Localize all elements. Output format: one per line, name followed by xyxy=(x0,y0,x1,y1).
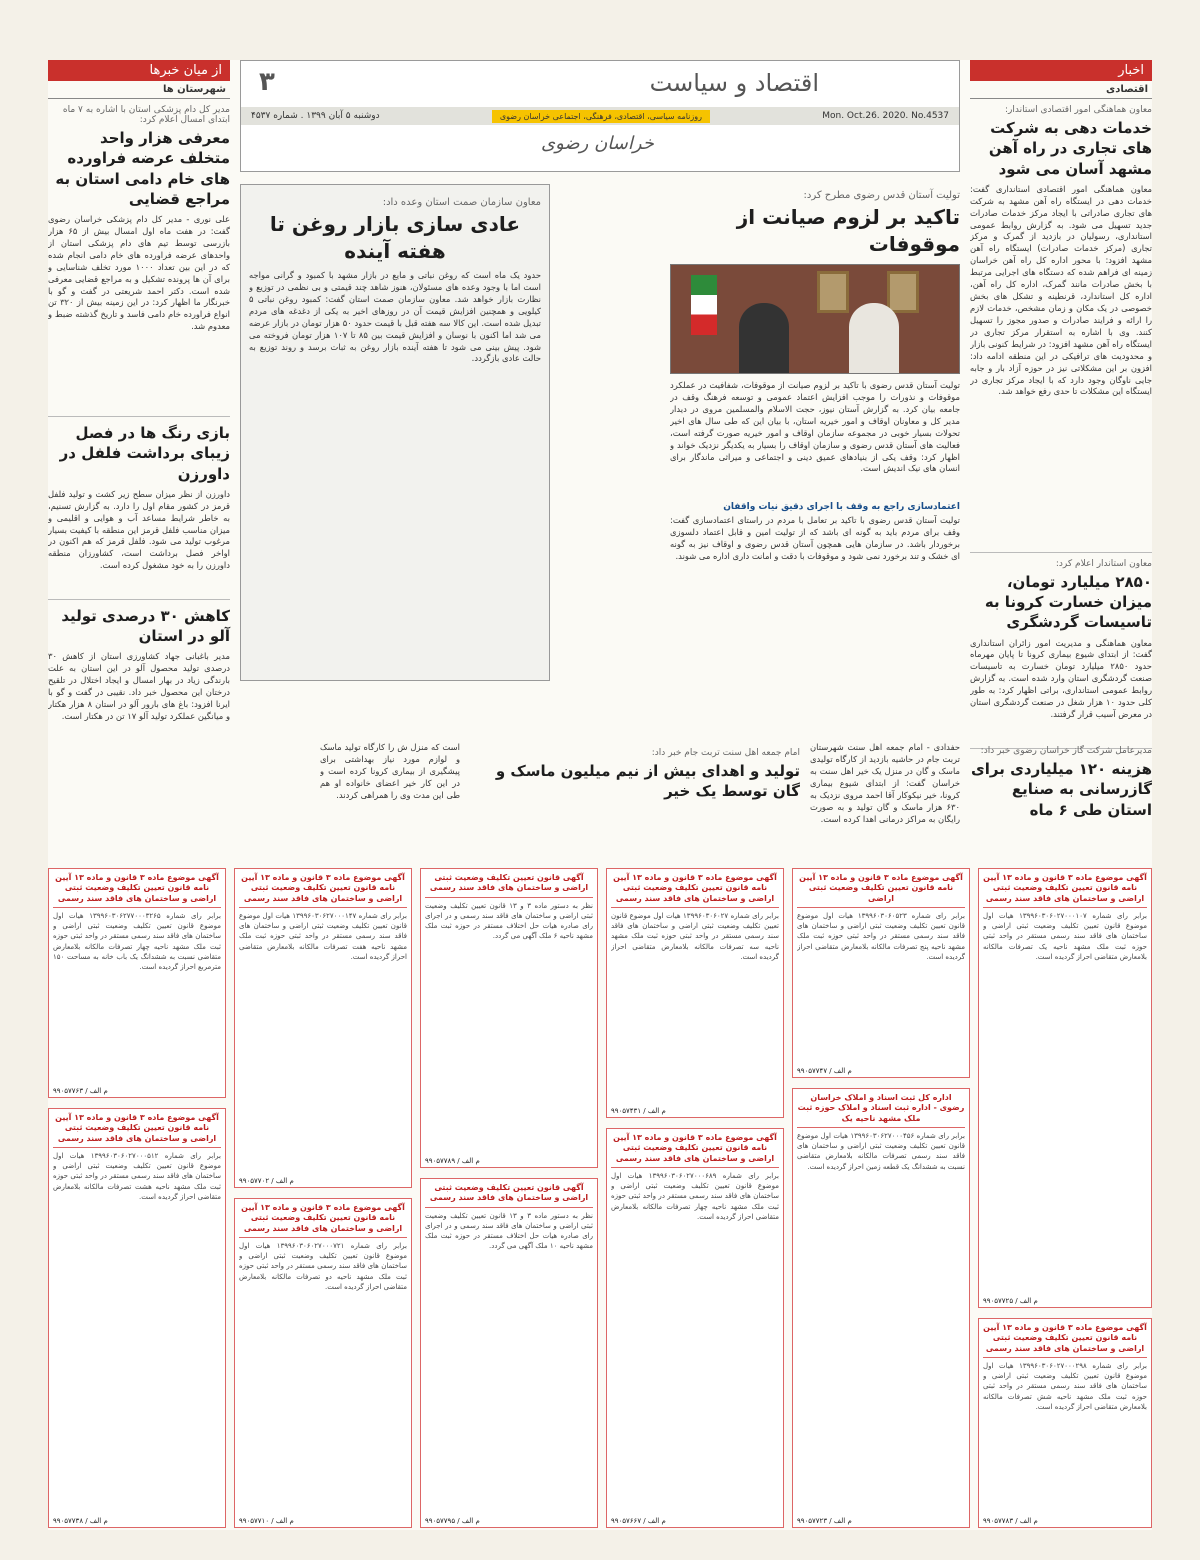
section-title: اقتصاد و سیاست xyxy=(649,69,819,97)
legal-ad xyxy=(420,1178,598,1528)
ad-body: برابر رای شماره ۱۳۹۹۶۰۳۰۶۰۲۷۰۰۰۷۲۱ هیات اول موضوع قانون تعیین تکلیف وضعیت ثبتی اراضی و ساختمان های فاقد سند رسمی مستقر در واحد ثبتی حوزه ثبت ملک مشهد ناحیه دو تصرفات مالکانه بلامعارض متقاضی احراز گردیده است. xyxy=(239,1242,407,1291)
ad-body: برابر رای شماره ۱۳۹۹۶۰۳۰۶۰۲۷۰۰۰۶۸۹ هیات اول موضوع قانون تعیین تکلیف وضعیت ثبتی اراضی و ساختمان های فاقد سند رسمی مستقر در واحد ثبتی حوزه ثبت ملک مشهد ناحیه چهار تصرفات مالکانه بلامعارض متقاضی احراز گردیده است. xyxy=(611,1172,779,1221)
masthead xyxy=(240,60,960,172)
ad-body: برابر رای شماره ۱۳۹۹۶۰۳۰۶۰۲۷۰۰۰۵۱۲ هیات اول موضوع قانون تعیین تکلیف وضعیت ثبتی اراضی و ساختمان های فاقد سند رسمی مستقر در واحد ثبتی حوزه ثبت ملک مشهد ناحیه هشت تصرفات مالکانه بلامعارض متقاضی احراز گردیده است. xyxy=(53,1152,221,1201)
legal-ad xyxy=(234,1198,412,1528)
ad-code: ۹۹۰۵۷۴۳۱ / م الف xyxy=(611,1107,666,1115)
ad-body: برابر رای شماره ۱۳۹۹۶۰۳۰۶۰۲۷ هیات اول موضوع قانون تعیین تکلیف وضعیت ثبتی اراضی و ساختمان های فاقد سند رسمی مستقر در واحد ثبتی حوزه ثبت ملک مشهد ناحیه سه تصرفات مالکانه بلامعارض متقاضی احراز گردیده است. xyxy=(611,912,779,961)
story-headline[interactable]: کاهش ۳۰ درصدی تولید آلو در استان xyxy=(61,606,230,645)
ad-code: ۹۹۰۵۷۷۹۵ / م الف xyxy=(425,1517,480,1525)
portrait-frame xyxy=(817,271,849,313)
story-headline[interactable]: خدمات دهی به شرکت های تجاری در راه آهن مشهد آسان می شود xyxy=(988,119,1152,178)
divider xyxy=(970,552,1152,553)
ad-code: ۹۹۰۵۷۶۶۷ / م الف xyxy=(611,1517,666,1525)
story-kicker: معاون استاندار اعلام کرد: xyxy=(1055,558,1152,569)
ad-title: آگهی موضوع ماده ۳ قانون و ماده ۱۳ آیین نامه قانون تعیین تکلیف وضعیت ثبتی اراضی و ساختمان های فاقد سند رسمی xyxy=(983,873,1147,908)
legal-ad xyxy=(606,868,784,1118)
ad-body: برابر رای شماره ۱۳۹۹۶۰۳۰۶۰۲۷۰۰۰۱۰۷ هیات اول موضوع قانون تعیین تکلیف وضعیت ثبتی اراضی و ساختمان های فاقد سند رسمی مستقر در واحد ثبتی حوزه ثبت ملک مشهد ناحیه یک تصرفات مالکانه بلامعارض متقاضی احراز گردیده است. xyxy=(983,912,1147,961)
ad-code: ۹۹۰۵۷۷۱۰ / م الف xyxy=(239,1517,294,1525)
page-number: ۳ xyxy=(259,67,275,97)
section-tag: از میان خبرها xyxy=(48,60,230,81)
portrait-frame xyxy=(887,271,919,313)
left-news-column xyxy=(48,60,230,860)
story-subhead: اعتمادسازی راجع به وقف با اجرای دقیق نیات واقفان xyxy=(723,502,960,512)
ad-title: آگهی موضوع ماده ۳ قانون و ماده ۱۳ آیین نامه قانون تعیین تکلیف وضعیت ثبتی اراضی و ساختمان های فاقد سند رسمی xyxy=(239,1203,407,1238)
story-kicker: تولیت آستان قدس رضوی مطرح کرد: xyxy=(803,190,960,201)
person-figure xyxy=(739,303,789,373)
story-body: تولیت آستان قدس رضوی با تاکید بر تعامل با مردم در راستای اعتمادسازی گفت: وقف برای مردم باید به گونه ای باشد که از تولیت امین و قابل اعتماد دلسوزی برخوردار باشد. در سازمان هایی همچون آستان قدس رضوی و اوقاف نیز به گونه ای خشک و تند برخورد نمی شود و موقوفات با دقت و امانت داری اداره می شوند. xyxy=(670,515,960,561)
divider xyxy=(48,599,230,600)
story-body: معاون هماهنگی و مدیریت امور زائران استانداری گفت: از ابتدای شیوع بیماری کرونا تا پایان مهرماه حدود ۲۸۵۰ میلیارد تومان خسارت به تاسیسات صنعت گردشگری استان وارد شده است. به گزارش روابط عمومی استانداری، براتی اظهار کرد: به طور کلی حدود ۱۰ هزار شغل در صنعت گردشگری استان در معرض آسیب قرار گرفتند. xyxy=(970,637,1152,720)
legal-ad xyxy=(792,868,970,1078)
ad-code: ۹۹۰۵۷۷۲۵ / م الف xyxy=(983,1297,1038,1305)
legal-ad xyxy=(48,1108,226,1528)
legal-ad xyxy=(606,1128,784,1528)
story-kicker: امام جمعه اهل سنت تربت جام خبر داد: xyxy=(651,748,800,758)
story-headline[interactable]: عادی سازی بازار روغن تا هفته آینده xyxy=(269,212,521,263)
date-persian: دوشنبه ۵ آبان ۱۳۹۹ . شماره ۴۵۳۷ xyxy=(251,111,380,121)
person-figure xyxy=(849,303,899,373)
ad-title: آگهی موضوع ماده ۳ قانون و ماده ۱۳ آیین نامه قانون تعیین تکلیف وضعیت ثبتی اراضی و ساختمان های فاقد سند رسمی xyxy=(53,1113,221,1148)
ad-title: آگهی موضوع ماده ۳ قانون و ماده ۱۳ آیین نامه قانون تعیین تکلیف وضعیت ثبتی اراضی و ساختمان های فاقد سند رسمی xyxy=(53,873,221,908)
story-headline[interactable]: معرفی هزار واحد متخلف عرضه فراورده های خام دامی استان به مراجع قضایی xyxy=(55,129,230,208)
ad-title: آگهی موضوع ماده ۳ قانون و ماده ۱۳ آیین نامه قانون تعیین تکلیف وضعیت ثبتی اراضی و ساختمان های فاقد سند رسمی xyxy=(611,1133,779,1168)
flag-icon xyxy=(691,275,717,335)
ad-code: ۹۹۰۵۷۷۳۸ / م الف xyxy=(53,1517,108,1525)
legal-ad xyxy=(792,1088,970,1528)
story-body: داورزن از نظر میزان سطح زیر کشت و تولید فلفل قرمز در کشور مقام اول را دارد. به گزارش تسنیم، به خاطر شرایط مساعد آب و هوایی و اقلیمی و میزان مناسب فلفل قرمز این منطقه با کیفیت بسیار مرغوب تولید می شود. فلفل قرمز که هم اکنون در اواخر فصل برداشت است، کشاورزان منطقه داورزن را به خود مشغول کرده است. xyxy=(48,488,230,571)
section-subtag: شهرستان ها xyxy=(48,81,230,99)
lead-photo xyxy=(670,264,960,374)
ad-code: ۹۹۰۵۷۷۰۲ / م الف xyxy=(239,1177,294,1185)
story-kicker: مدیرعامل شرکت گاز خراسان رضوی خبر داد: xyxy=(980,746,1152,756)
bottom-story xyxy=(470,742,800,807)
legal-ads-grid xyxy=(48,868,1152,1528)
ad-title: آگهی موضوع ماده ۳ قانون و ماده ۱۳ آیین نامه قانون تعیین تکلیف وضعیت ثبتی اراضی و ساختمان های فاقد سند رسمی xyxy=(983,1323,1147,1358)
story-body: است که منزل ش را کارگاه تولید ماسک و لوازم مورد نیاز بهداشتی برای پیشگیری از بیماری کرونا کرده است و در این کار خیر اعضای خانواده او هم طی این مدت وی را همراهی کردند. xyxy=(320,742,460,800)
divider xyxy=(48,416,230,417)
masthead-info-bar xyxy=(241,107,959,125)
newspaper-page xyxy=(48,60,1152,1530)
ad-title: آگهی موضوع ماده ۳ قانون و ماده ۱۳ آیین نامه قانون تعیین تکلیف وضعیت ثبتی اراضی و ساختمان های فاقد سند رسمی xyxy=(239,873,407,908)
bottom-story-left-part xyxy=(810,742,960,846)
story-headline[interactable]: ۲۸۵۰ میلیارد تومان، میزان خسارت کرونا به تاسیسات گردشگری xyxy=(984,572,1152,632)
story-headline[interactable]: هزینه ۱۲۰ میلیاردی برای گازرسانی به صنایع استان طی ۶ ماه xyxy=(971,760,1152,819)
story-body: تولیت آستان قدس رضوی با تاکید بر لزوم صیانت از موقوفات، شفافیت در عملکرد موقوفات و نذورات را موجب افزایش اعتماد عمومی و توسعه فرهنگ وقف در جامعه بیان کرد. به گزارش آستان نیوز، حجت الاسلام والمسلمین مروی در دیدار مدیر کل و معاونان اوقاف و امور خیریه استان، با بیان این که طی سال های اخیر تحولات بسیار خوبی در مجموعه سازمان اوقاف و امور خیریه صورت گرفته است، فعالیت های آستان قدس رضوی و سازمان اوقاف را بسیار به یکدیگر نزدیک خواند و اظهار کرد: وقف یکی از بنیادهای عمیق دینی و اجتماعی و میراثی ماندگار برای انسان های نیک اندیش است. xyxy=(670,380,960,474)
ad-code: ۹۹۰۵۷۷۴۷ / م الف xyxy=(797,1067,852,1075)
story-body: علی نوری - مدیر کل دام پزشکی خراسان رضوی گفت: در هفت ماه اول امسال بیش از ۶۵ هزار بازرسی توسط تیم های دام پزشکی استان از واحدهای عرضه فراورده های خام دامی انجام شده که در این بین تعداد ۱۰۰۰ مورد تخلف شناسایی و برای آن ها پرونده تشکیل و به مراجع قضایی معرفی شده است. دکتر احمد شریعتی در گفت و گو با خبرنگار ما اظهار کرد: در این زمینه بیش از ۳۲۰ تن انواع فراورده خام دامی فاسد و تاریخ گذشته ضبط و معدوم شد. xyxy=(48,214,230,332)
story-body: مدیر باغبانی جهاد کشاورزی استان از کاهش ۳۰ درصدی تولید محصول آلو در این استان به علت بارندگی زیاد در بهار امسال و ایجاد اختلال در تلقیح درختان این محصول خبر داد. نقیبی در گفت و گو با ایرنا افزود: باغ های بارور آلو در استان ۸ هزار هکتار و میانگین عملکرد تولید آلو ۱۷ تن در هکتار است. xyxy=(48,651,230,721)
legal-ad xyxy=(978,1318,1152,1528)
center-area xyxy=(240,60,960,860)
legal-ad xyxy=(978,868,1152,1308)
section-subtag: اقتصادی xyxy=(970,81,1152,99)
ad-code: ۹۹۰۵۷۷۶۳ / م الف xyxy=(53,1087,108,1095)
ad-title: آگهی موضوع ماده ۳ قانون و ماده ۱۳ آیین نامه قانون تعیین تکلیف وضعیت ثبتی اراضی xyxy=(797,873,965,908)
legal-ad xyxy=(48,868,226,1098)
ad-body: برابر رای شماره ۱۳۹۹۶۰۳۰۶۲۷۷۰۰۰۳۲۶۵ هیات اول موضوع قانون تعیین تکلیف وضعیت ثبتی اراضی و ساختمان های فاقد سند رسمی مستقر در واحد ثبتی حوزه ثبت ملک مشهد ناحیه چهار تصرفات مالکانه بلامعارض متقاضی نسبت به ششدانگ یک باب خانه به مساحت ۱۵۰ مترمربع احراز گردیده است. xyxy=(53,912,221,971)
legal-ad xyxy=(420,868,598,1168)
side-story xyxy=(240,184,550,681)
story-headline[interactable]: تولید و اهدای بیش از نیم میلیون ماسک و گان توسط یک خیر xyxy=(495,762,800,801)
bottom-story-cont xyxy=(320,742,460,838)
story-headline[interactable]: بازی رنگ ها در فصل زیبای برداشت فلفل در داورزن xyxy=(59,424,230,483)
ad-body: برابر رای شماره ۱۳۹۹۶۰۳۰۶۰۲۷۰۰۰۲۹۸ هیات اول موضوع قانون تعیین تکلیف وضعیت ثبتی اراضی و ساختمان های فاقد سند رسمی مستقر در واحد ثبتی حوزه ثبت ملک مشهد ناحیه شش تصرفات مالکانه بلامعارض متقاضی احراز گردیده است. xyxy=(983,1362,1147,1411)
right-news-column-lower xyxy=(970,740,1152,825)
newspaper-logo: خراسان رضوی xyxy=(541,133,654,154)
story-body: حدود یک ماه است که روغن نباتی و مایع در بازار مشهد با کمبود و گرانی مواجه است اما با وجود وعده های مسئولان، هنوز شاهد چند قیمتی و بی نظمی در توزیع و نظارت بازار خواهد شد. معاون سازمان صمت استان گفت: کمبود روغن نباتی ۵ کیلویی و همچنین افزایش قیمت آن در روزهای اخیر به یکی از دغدغه های مردم تبدیل شده است. این کالا سه هفته قبل با قیمت حدود ۵۰ هزار تومان در بازار عرضه می شد اما اکنون با نوسان و افزایش قیمت بین ۸۵ تا ۱۰۷ هزار تومان فروخته می شود. پیش بینی می شود تا هفته آینده بازار روغن به ثبات برسد و روند توزیع به حالت عادی بازگردد. xyxy=(249,270,541,364)
ad-code: ۹۹۰۵۷۷۲۳ / م الف xyxy=(797,1517,852,1525)
lead-story xyxy=(670,184,960,727)
date-english: Mon. Oct.26. 2020. No.4537 xyxy=(822,111,949,121)
ad-title: آگهی قانون تعیین تکلیف وضعیت ثبتی اراضی و ساختمان های فاقد سند رسمی xyxy=(425,873,593,898)
legal-ad xyxy=(234,868,412,1188)
ad-code: ۹۹۰۵۷۷۸۹ / م الف xyxy=(425,1157,480,1165)
ad-title: آگهی قانون تعیین تکلیف وضعیت ثبتی اراضی و ساختمان های فاقد سند رسمی xyxy=(425,1183,593,1208)
ad-title: اداره کل ثبت اسناد و املاک خراسان رضوی - اداره ثبت اسناد و املاک حوزه ثبت ملک مشهد ناحیه یک xyxy=(797,1093,965,1128)
ad-title: آگهی موضوع ماده ۳ قانون و ماده ۱۳ آیین نامه قانون تعیین تکلیف وضعیت ثبتی اراضی و ساختمان های فاقد سند رسمی xyxy=(611,873,779,908)
ad-body: نظر به دستور ماده ۳ و ۱۳ قانون تعیین تکلیف وضعیت ثبتی اراضی و ساختمان های فاقد سند رسمی و در اجرای رای صادره هیات حل اختلاف مستقر در حوزه ثبت ملک مشهد ناحیه ۶ ملک آگهی می گردد. xyxy=(425,901,593,941)
right-news-column xyxy=(970,60,1152,740)
story-headline[interactable]: تاکید بر لزوم صیانت از موقوفات xyxy=(736,205,960,256)
ad-body: نظر به دستور ماده ۳ و ۱۳ قانون تعیین تکلیف وضعیت ثبتی اراضی و ساختمان های فاقد سند رسمی و در اجرای رای صادره هیات حل اختلاف مستقر در حوزه ثبت ملک مشهد ناحیه ۱۰ ملک آگهی می گردد. xyxy=(425,1211,593,1251)
story-body: معاون هماهنگی امور اقتصادی استانداری گفت: خدمات دهی در ایستگاه راه آهن مشهد به شرکت های تجاری صادراتی با ایجاد مرکز خدمات صادرات جدید تسهیل می شود. به گزارش روابط عمومی استانداری، رسولیان در بازدید از گمرک و مرکز تجاری (مرکز خدمات صادرات) ایستگاه راه آهن مشهد افزود: با محور اداره کل راه آهن خراسان زمینه ای فراهم شده که دستگاه های اجرایی مرتبط با بخش صادرات مانند گمرک، اداره کل راه آهن، اداره کل استاندارد، قرنطینه و تشکل های بخش خصوصی در یک مکان و زمان مشخص، خدمات لازم را ارائه و فرایند صادرات و صدور مجوز را تسهیل کنند. وی با اشاره به استقرار مرکز تجاری در ایستگاه راه آهن مشهد افزود: در شرایط کنونی بازار و محدودیت های ترافیکی در این منطقه ادامه داد: افزون بر این مشکلاتی نیز در حوزه آزاد بار و جابه جایی ناوگان وجود دارد که با ایجاد مرکز تجاری در ایستگاه این مشکلات تا حدی رفع خواهد شد. xyxy=(970,183,1152,397)
story-kicker: معاون سازمان صمت استان وعده داد: xyxy=(382,197,541,208)
story-kicker: معاون هماهنگی امور اقتصادی استاندار: xyxy=(1005,105,1152,115)
story-body: حفدادی - امام جمعه اهل سنت شهرستان تربت جام در حاشیه بازدید از کارگاه تولیدی ماسک و گان در منزل یک خیر اهل سنت به خراسان گفت: از ابتدای شیوع بیماری کرونا، خیر نیکوکار آقا احمد مروی نزدیک به ۶۳۰ هزار ماسک و گان تولید و به صورت رایگان به مراکز درمانی اهدا کرده است. xyxy=(810,742,960,824)
ad-code: ۹۹۰۵۷۷۸۳ / م الف xyxy=(983,1517,1038,1525)
ad-body: برابر رای شماره ۱۳۹۹۶۰۳۰۶۰۵۲۳ هیات اول موضوع قانون تعیین تکلیف وضعیت ثبتی اراضی و ساختمان های فاقد سند رسمی مستقر در واحد ثبتی حوزه ثبت ملک مشهد ناحیه پنج تصرفات مالکانه بلامعارض متقاضی احراز گردیده است. xyxy=(797,912,965,961)
ad-body: برابر رای شماره ۱۳۹۹۶۰۳۰۶۲۷۰۰۰۴۵۶ هیات اول موضوع قانون تعیین تکلیف وضعیت ثبتی اراضی و ساختمان های فاقد سند رسمی تصرفات مالکانه بلامعارض متقاضی نسبت به ششدانگ یک قطعه زمین احراز گردیده است. xyxy=(797,1132,965,1171)
story-kicker: مدیر کل دام پزشکی استان با اشاره به ۷ ماه ابتدای امسال اعلام کرد: xyxy=(62,105,230,125)
section-tag: اخبار xyxy=(970,60,1152,81)
bottom-stories xyxy=(48,742,960,852)
tagline: روزنامه سیاسی، اقتصادی، فرهنگی، اجتماعی خراسان رضوی xyxy=(492,110,710,123)
ad-body: برابر رای شماره ۱۳۹۹۶۰۳۰۶۲۷۰۰۰۱۴۷ هیات اول موضوع قانون تعیین تکلیف وضعیت ثبتی اراضی و ساختمان های فاقد سند رسمی مستقر در واحد ثبتی حوزه ثبت ملک مشهد ناحیه هفت تصرفات مالکانه بلامعارض متقاضی احراز گردیده است. xyxy=(239,912,407,961)
